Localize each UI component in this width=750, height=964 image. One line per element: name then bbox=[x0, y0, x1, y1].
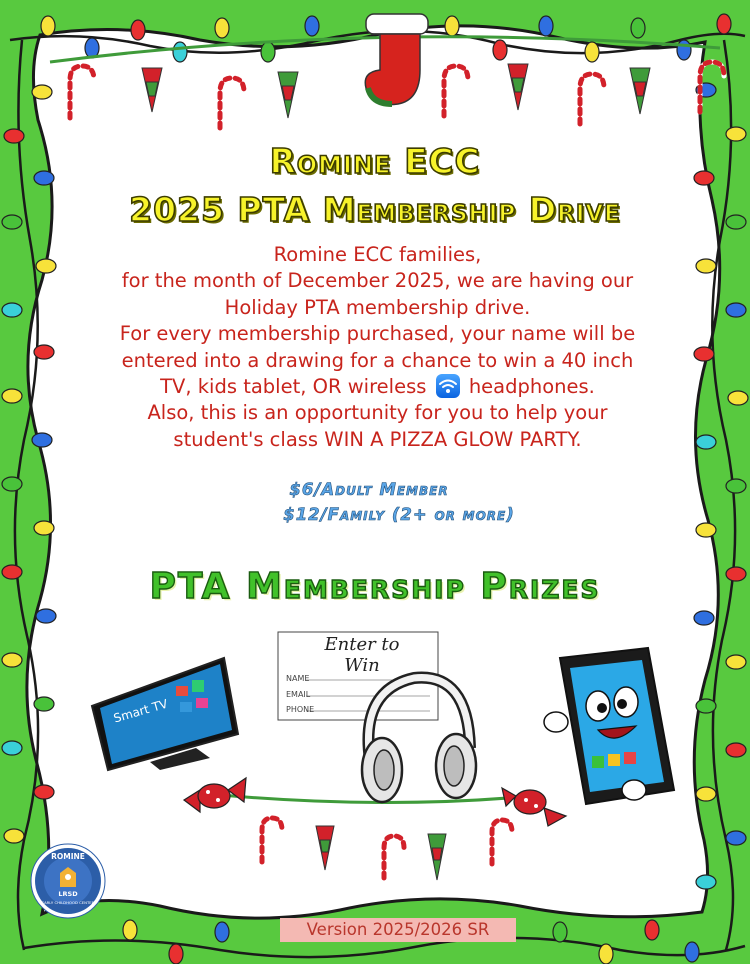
prizes-heading: PTA Membership Prizes bbox=[149, 566, 601, 607]
price-adult: $6/Adult Member bbox=[289, 480, 449, 499]
announcement-line: Holiday PTA membership drive. bbox=[224, 295, 531, 319]
announcement-line-wifi bbox=[90, 374, 665, 400]
version-label: Version 2025/2026 SR bbox=[280, 918, 516, 942]
announcement-line: student's class WIN A PIZZA GLOW PARTY. bbox=[173, 427, 582, 451]
tv-screen-label: Smart TV bbox=[112, 696, 170, 726]
announcement-text bbox=[90, 242, 665, 453]
title-school-name: Romine ECC bbox=[269, 142, 481, 182]
entry-card-email-label: EMAIL bbox=[286, 690, 311, 699]
announcement-line: Romine ECC families, bbox=[273, 243, 482, 266]
entry-card-name-label: NAME bbox=[286, 674, 310, 683]
announcement-line: for the month of December 2025, we are having our bbox=[121, 269, 634, 293]
announcement-line-part: headphones. bbox=[468, 375, 595, 399]
title-membership-drive: 2025 PTA Membership Drive bbox=[129, 190, 621, 229]
logo-school-name: ROMINE bbox=[51, 852, 85, 861]
announcement-line: Also, this is an opportunity for you to help your bbox=[147, 401, 608, 425]
announcement-line-part: TV, kids tablet, OR wireless bbox=[160, 375, 427, 399]
logo-subtitle: EARLY CHILDHOOD CENTER bbox=[41, 900, 95, 905]
announcement-line: entered into a drawing for a chance to win a 40 inch bbox=[121, 348, 634, 372]
wifi-icon bbox=[436, 374, 460, 398]
entry-card-title: Enter to Win bbox=[324, 634, 400, 676]
announcement-line: For every membership purchased, your name will be bbox=[119, 322, 636, 346]
logo-district: LRSD bbox=[58, 890, 78, 898]
entry-card-phone-label: PHONE bbox=[286, 705, 315, 714]
price-family: $12/Family (2+ or more) bbox=[283, 505, 515, 524]
